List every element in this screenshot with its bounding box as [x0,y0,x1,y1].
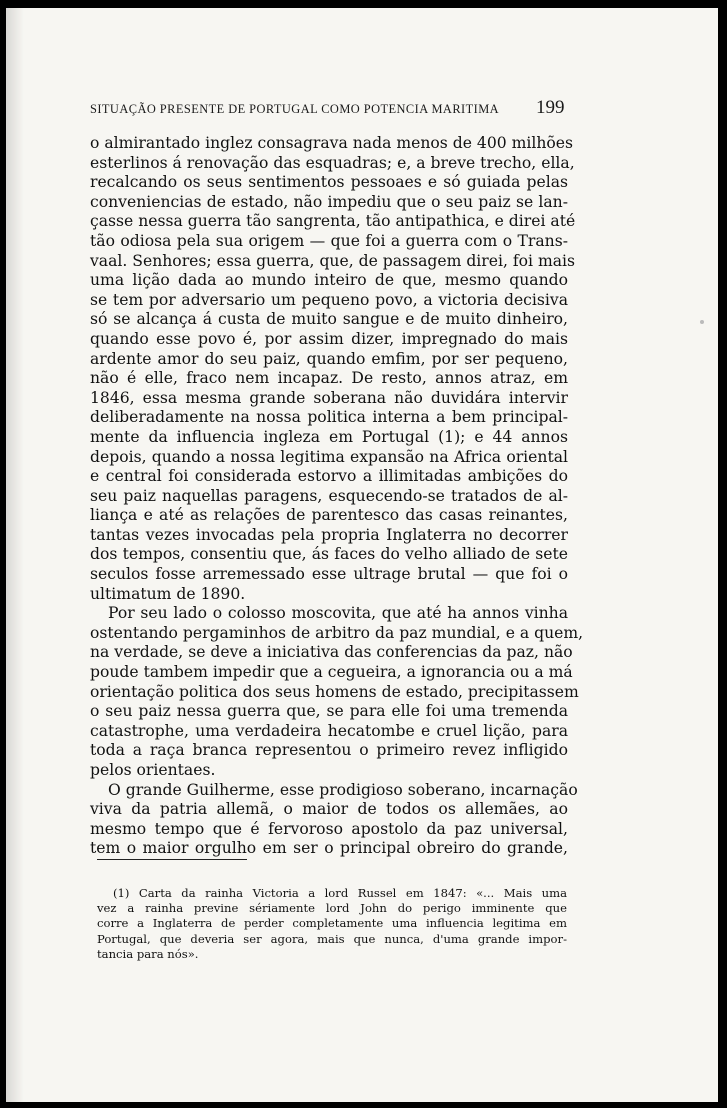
footnote-line: Portugal, que deveria ser agora, mais que nunca, d'uma grande impor- [97,931,567,946]
text-line: conveniencias de estado, não impediu que o seu paiz se lan- [90,192,568,211]
text-line: 1846, essa mesma grande soberana não duvidára intervir [90,388,568,407]
page-gutter-shadow [6,8,24,1102]
text-line: deliberadamente na nossa politica interna a bem principal- [90,408,568,427]
text-line: só se alcança á custa de muito sangue e de muito dinheiro, [90,310,568,329]
footnote-line: corre a Inglaterra de perder completamente uma influencia legitima em [97,916,567,931]
text-line: depois, quando a nossa legitima expansão na Africa oriental [90,447,568,466]
text-line: mente da influencia ingleza em Portugal (1); e 44 annos [90,427,568,446]
footnote-line: vez a rainha previne sériamente lord John do perigo imminente que [97,901,567,916]
running-title: SITUAÇÃO PRESENTE DE PORTUGAL COMO POTENCIA MARITIMA [90,102,500,116]
text-line: e central foi considerada estorvo a illimitadas ambições do [90,467,568,486]
book-page [6,8,718,1102]
text-line: viva da patria allemã, o maior de todos os allemães, ao [90,800,568,819]
footnote-line: (1) Carta da rainha Victoria a lord Russel em 1847: «... Mais uma [113,886,567,900]
text-line: toda a raça branca representou o primeiro revez infligido [90,741,568,760]
text-line: poude tambem impedir que a cegueira, a ignorancia ou a má [90,663,573,682]
text-line: o almirantado inglez consagrava nada menos de 400 milhões [90,134,574,152]
text-line: vaal. Senhores; essa guerra, que, de passagem direi, foi mais [90,251,576,270]
text-line: quando esse povo é, por assim dizer, impregnado do mais [90,329,568,348]
text-line: não é elle, fraco nem incapaz. De resto, annos atraz, em [90,369,568,388]
text-line: seculos fosse arremessado esse ultrage brutal — que foi o [90,565,568,584]
footnote-line: tancia para nós». [97,946,199,961]
page-number: 199 [536,97,565,118]
text-line: ardente amor do seu paiz, quando emfim, por ser pequeno, [90,349,568,368]
paper-speck [700,320,704,324]
text-line: se tem por adversario um pequeno povo, a victoria decisiva [90,290,568,309]
text-line: seu paiz naquellas paragens, esquecendo-se tratados de al- [90,486,568,505]
text-line-paragraph-start: O grande Guilherme, esse prodigioso soberano, incarnação [108,780,578,799]
text-line: na verdade, se deve a iniciativa das conferencias da paz, não [90,643,573,662]
footnote [97,886,567,962]
text-line: tão odiosa pela sua origem — que foi a guerra com o Trans- [90,231,568,250]
text-line-paragraph-end: ultimatum de 1890. [90,584,246,603]
text-line: liança e até as relações de parentesco das casas reinantes, [90,506,568,525]
text-line-paragraph-start: Por seu lado o colosso moscovita, que até ha annos vinha [108,604,568,623]
text-line: ostentando pergaminhos de arbitro da paz mundial, e a quem, [90,623,584,642]
text-line: tantas vezes invocadas pela propria Inglaterra no decorrer [90,525,568,544]
text-line: orientação politica dos seus homens de estado, precipitassem [90,682,579,701]
body-text [90,134,584,859]
text-line: tem o maior orgulho em ser o principal obreiro do grande, [90,839,568,858]
text-line: uma lição dada ao mundo inteiro de que, mesmo quando [90,271,568,290]
text-line-paragraph-end: pelos orientaes. [90,761,216,779]
text-line: mesmo tempo que é fervoroso apostolo da paz universal, [90,819,568,838]
text-line: esterlinos á renovação das esquadras; e, a breve trecho, ella, [90,153,575,172]
footnote-divider [97,859,247,860]
text-line: çasse nessa guerra tão sangrenta, tão antipathica, e direi até [90,212,576,231]
text-line: recalcando os seus sentimentos pessoaes e só guiada pelas [90,173,568,192]
text-line: dos tempos, consentiu que, ás faces do velho alliado de sete [90,545,568,564]
text-line: o seu paiz nessa guerra que, se para elle foi uma tremenda [90,702,568,721]
text-line: catastrophe, uma verdadeira hecatombe e cruel lição, para [90,721,568,740]
